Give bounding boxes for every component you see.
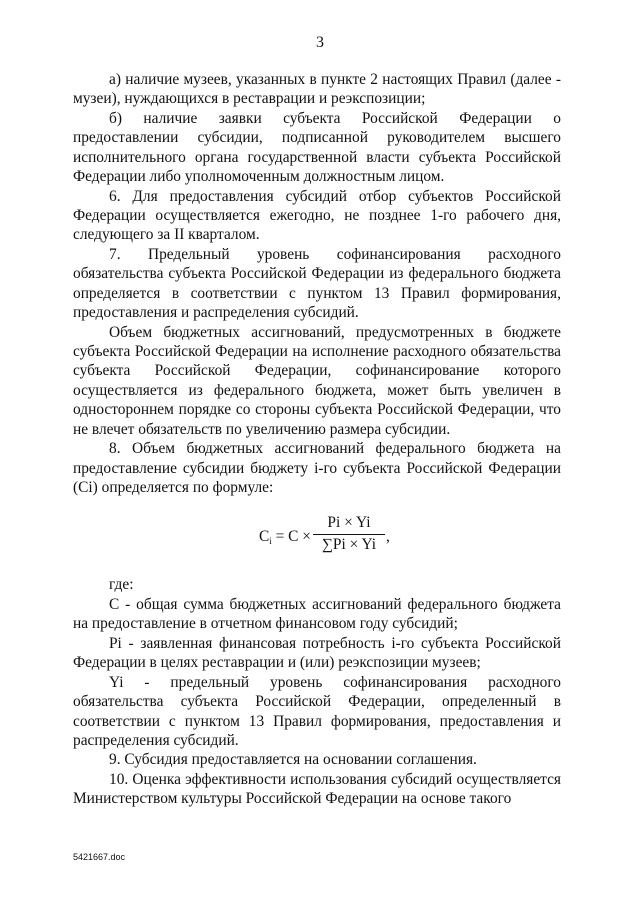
file-name-footer: 5421667.doc <box>73 852 126 862</box>
formula-numerator: Pi × Yi <box>327 514 371 532</box>
paragraph-volume: Объем бюджетных ассигнований, предусмотренных в бюджете субъекта Российской Федерации на исполнение расходного обязательства субъекта Российской Федерации, софинансирование которого осуществляется из федерального бюджета, может быть увеличен в одностороннем порядке со стороны субъекта Российской Федерации, что не влечет обязательств по увеличению размера субсидии. <box>73 323 561 438</box>
paragraph-7: 7. Предельный уровень софинансирования расходного обязательства субъекта Российской Федерации из федерального бюджета определяется в соответствии с пунктом 13 Правил формирования, предоставления и распределения субсидий. <box>73 245 561 322</box>
paragraph-10: 10. Оценка эффективности использования субсидий осуществляется Министерством культуры Российской Федерации на основе такого <box>73 770 561 808</box>
formula-lhs: $C_i = C$ × <box>259 528 311 547</box>
symbol-p: Pi <box>109 634 122 652</box>
formula-denominator: ∑Pi × Yi <box>321 536 377 554</box>
definition-p-text: - заявленная финансовая потребность i-го субъекта Российской Федерации в целях реставрации и (или) реэкспозиции музеев; <box>73 634 561 672</box>
formula <box>73 509 561 565</box>
paragraph-6: 6. Для предоставления субсидий отбор субъектов Российской Федерации осуществляется ежегодно, не позднее 1-го рабочего дня, следующего за II кварталом. <box>73 187 561 244</box>
definition-p <box>73 634 561 673</box>
formula-tail: , <box>386 528 390 546</box>
paragraph-a: а) наличие музеев, указанных в пункте 2 настоящих Правил (далее - музеи), нуждающихся в реставрации и реэкспозиции; <box>73 71 561 108</box>
page-number: 3 <box>316 34 324 51</box>
definition-c: С - общая сумма бюджетных ассигнований федерального бюджета на предоставление в отчетном финансовом году субсидий; <box>73 595 561 633</box>
paragraph-9: 9. Субсидия предоставляется на основании соглашения. <box>109 751 477 769</box>
paragraph-8: 8. Объем бюджетных ассигнований федерального бюджета на предоставление субсидии бюджету i-го субъекта Российской Федерации (Ci) определяется по формуле: <box>73 440 561 496</box>
where-label: где: <box>109 576 134 594</box>
symbol-y: Yi <box>109 673 124 691</box>
definition-y-text: - предельный уровень софинансирования расходного обязательства субъекта Российской Федерации, определенный в соответствии с пунктом 13 Правил формирования, предоставления и распределения субсидий. <box>73 673 561 749</box>
definition-y <box>73 673 561 751</box>
formula-fraction <box>313 509 385 555</box>
document-body <box>73 70 561 809</box>
paragraph-b: б) наличие заявки субъекта Российской Федерации о предоставлении субсидии, подписанной руководителем высшего исполнительного органа государственной власти субъекта Российской Федерации либо уполномоченным должностным лицом. <box>73 109 561 186</box>
